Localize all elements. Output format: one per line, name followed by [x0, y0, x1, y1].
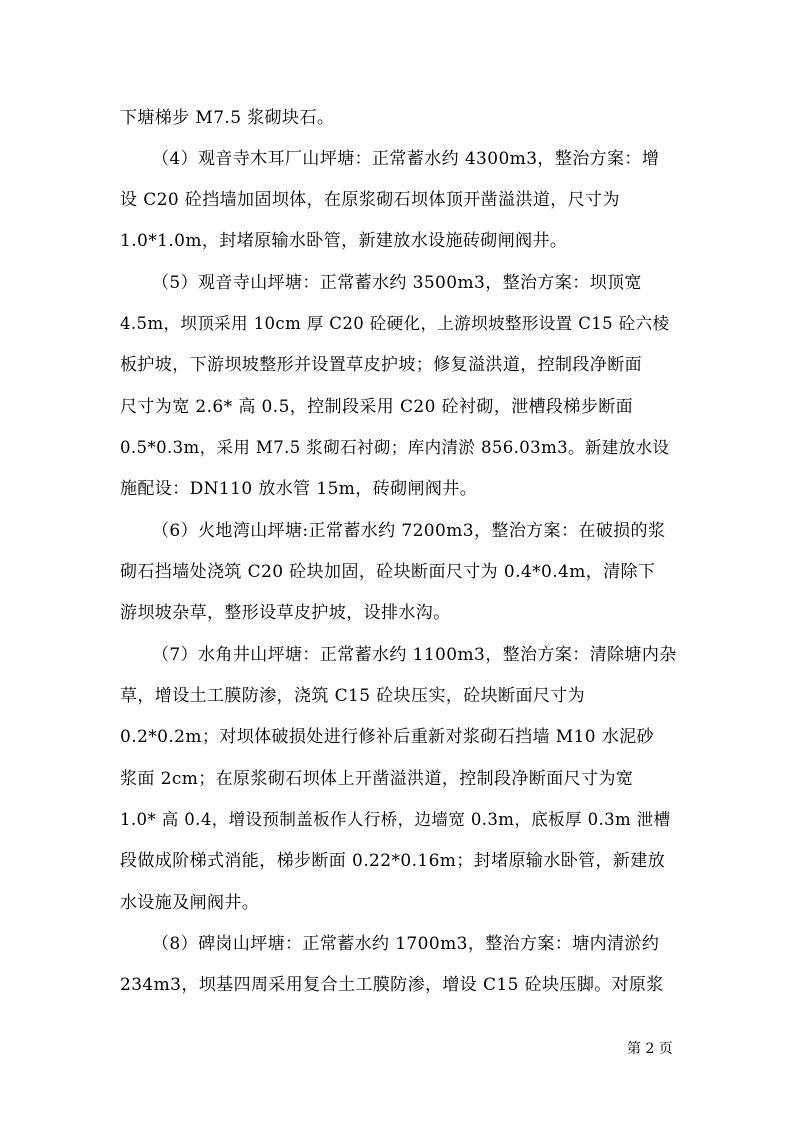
body-text-line: 1.0* 高 0.4，增设预制盖板作人行桥，边墙宽 0.3m，底板厚 0.3m 泄槽: [120, 810, 671, 829]
body-text-line: 游坝坡杂草，整形设草皮护坡，设排水沟。: [120, 603, 451, 623]
body-text-line: 施配设：DN110 放水管 15m，砖砌闸阀井。: [120, 479, 478, 499]
body-text-line: 234m3，坝基四周采用复合土工膜防渗，增设 C15 砼块压脚。对原浆: [120, 975, 664, 995]
body-text-line: 水设施及闸阀井。: [120, 893, 260, 913]
body-text-line: 0.5*0.3m，采用 M7.5 浆砌石衬砌；库内清淤 856.03m3。新建放水设: [120, 438, 670, 457]
body-text-line: 尺寸为宽 2.6* 高 0.5，控制段采用 C20 砼衬砌，泄槽段梯步断面: [120, 397, 634, 417]
body-text-line: 下塘梯步 M7.5 浆砌块石。: [120, 108, 335, 128]
section-7-heading-line: （7）水角井山坪塘：正常蓄水约 1100m3，整治方案：清除塘内杂: [152, 645, 677, 665]
section-5-heading-line: （5）观音寺山坪塘：正常蓄水约 3500m3，整治方案：坝顶宽: [152, 273, 642, 293]
body-text-line: 段做成阶梯式消能，梯步断面 0.22*0.16m；封堵原输水卧管，新建放: [120, 851, 666, 871]
body-text-line: 1.0*1.0m，封堵原输水卧管，新建放水设施砖砌闸阀井。: [120, 231, 568, 251]
section-8-heading-line: （8）碑岗山坪塘：正常蓄水约 1700m3，整治方案：塘内清淤约: [152, 934, 660, 954]
body-text-line: 板护坡，下游坝坡整形并设置草皮护坡；修复溢洪道，控制段净断面: [120, 355, 642, 375]
body-text-line: 砌石挡墙处浇筑 C20 砼块加固，砼块断面尺寸为 0.4*0.4m，清除下: [120, 562, 656, 582]
section-4-heading-line: （4）观音寺木耳厂山坪塘：正常蓄水约 4300m3，整治方案：增: [152, 149, 660, 169]
section-6-heading-line: （6）火地湾山坪塘:正常蓄水约 7200m3，整治方案：在破损的浆: [152, 521, 666, 541]
body-text-line: 0.2*0.2m；对坝体破损处进行修补后重新对浆砌石挡墙 M10 水泥砂: [120, 727, 654, 747]
body-text-line: 设 C20 砼挡墙加固坝体，在原浆砌石坝体顶开凿溢洪道，尺寸为: [120, 190, 620, 210]
body-text-line: 浆面 2cm；在原浆砌石坝体上开凿溢洪道，控制段净断面尺寸为宽: [120, 769, 634, 789]
body-text-line: 草，增设土工膜防渗，浇筑 C15 砼块压实，砼块断面尺寸为: [120, 686, 586, 706]
body-text-line: 4.5m，坝顶采用 10cm 厚 C20 砼硬化，上游坝坡整形设置 C15 砼六棱: [120, 314, 670, 333]
page-number: 第 2 页: [627, 1041, 673, 1057]
